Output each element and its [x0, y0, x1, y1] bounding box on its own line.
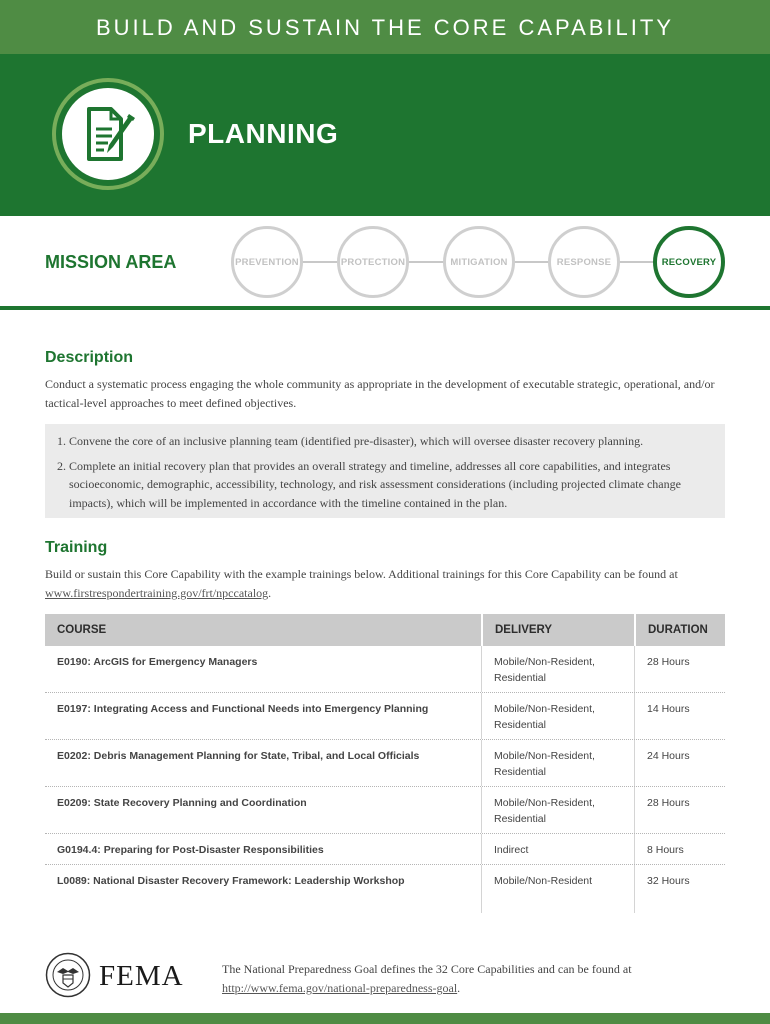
course-name: E0209: State Recovery Planning and Coordination: [57, 797, 307, 809]
training-intro: Build or sustain this Core Capability with the example trainings below. Additional trainings for this Core Capability can be found at: [45, 567, 678, 581]
phase-response: RESPONSE: [548, 226, 620, 298]
phase-protection: PROTECTION: [337, 226, 409, 298]
column-header-delivery: DELIVERY: [481, 614, 634, 646]
fema-logo: FEMA: [99, 960, 184, 992]
course-duration: 32 Hours: [634, 865, 725, 913]
page-title: PLANNING: [188, 118, 339, 149]
npg-link[interactable]: http://www.fema.gov/national-preparedness-goal: [222, 981, 458, 995]
column-header-duration: DURATION: [634, 614, 725, 646]
table-row: [45, 646, 725, 693]
hero-banner: [0, 54, 770, 216]
table-row: [45, 834, 725, 865]
course-delivery: Mobile/Non-Resident, Residential: [481, 693, 634, 739]
course-duration: 24 Hours: [634, 740, 725, 786]
course-name: L0089: National Disaster Recovery Framework: Leadership Workshop: [57, 875, 405, 887]
course-delivery: Mobile/Non-Resident: [481, 865, 634, 913]
phase-prevention: PREVENTION: [231, 226, 303, 298]
top-banner: BUILD AND SUSTAIN THE CORE CAPABILITY: [0, 0, 770, 54]
training-link-suffix: .: [268, 586, 272, 600]
course-delivery: Mobile/Non-Resident, Residential: [481, 787, 634, 833]
step-text: Complete an initial recovery plan that provides an overall strategy and timeline, addresses all core capabilities, and integrates socioeconomic, demographic, accessibility, technology, and risk assessment considerations (including projected climate change impacts), which will be implemented in accordance with the timeline contained in the plan.: [69, 458, 681, 510]
training-text: [45, 565, 725, 603]
mission-area-label: MISSION AREA: [45, 252, 177, 272]
table-row: [45, 787, 725, 834]
phase-mitigation: MITIGATION: [443, 226, 515, 298]
course-delivery: Indirect: [481, 834, 634, 864]
training-heading: Training: [45, 539, 108, 556]
footer-text: [222, 960, 722, 998]
planning-document-pen-icon: [62, 88, 154, 180]
step-text: Convene the core of an inclusive planning team (identified pre-disaster), which will oversee disaster recovery planning.: [69, 434, 644, 448]
footer-note: The National Preparedness Goal defines the 32 Core Capabilities and can be found at: [222, 962, 632, 976]
training-table: [45, 614, 725, 913]
column-header-course: COURSE: [57, 624, 107, 636]
step-number: 2.: [57, 458, 66, 473]
course-duration: 28 Hours: [634, 787, 725, 833]
mission-divider: [0, 306, 770, 310]
course-duration: 28 Hours: [634, 646, 725, 692]
table-row: [45, 693, 725, 740]
phase-recovery-active: RECOVERY: [653, 226, 725, 298]
course-duration: 8 Hours: [634, 834, 725, 864]
step-item: [57, 432, 711, 451]
recovery-steps-box: [45, 424, 725, 518]
description-heading: Description: [45, 349, 134, 366]
footer: [0, 940, 770, 1024]
dhs-seal-icon: [45, 952, 91, 998]
table-row: [45, 740, 725, 787]
course-name: E0190: ArcGIS for Emergency Managers: [57, 656, 258, 668]
course-delivery: Mobile/Non-Resident, Residential: [481, 646, 634, 692]
step-item: [57, 457, 711, 513]
training-catalog-link[interactable]: www.firstrespondertraining.gov/frt/npccatalog: [45, 586, 269, 600]
table-row: [45, 865, 725, 913]
course-name: E0197: Integrating Access and Functional Needs into Emergency Planning: [57, 703, 429, 715]
course-delivery: Mobile/Non-Resident, Residential: [481, 740, 634, 786]
footer-link-suffix: .: [457, 981, 461, 995]
mission-area: [0, 216, 770, 310]
description-text: Conduct a systematic process engaging the whole community as appropriate in the development of executable strategic, operational, and/or tactical-level approaches to meet defined objectives.: [45, 377, 715, 410]
table-header-row: [45, 614, 725, 646]
course-duration: 14 Hours: [634, 693, 725, 739]
course-name: E0202: Debris Management Planning for State, Tribal, and Local Officials: [57, 750, 420, 762]
step-number: 1.: [57, 434, 66, 448]
course-name: G0194.4: Preparing for Post-Disaster Responsibilities: [57, 844, 324, 856]
hero-icon-ring: [52, 78, 164, 190]
bottom-band: [0, 1013, 770, 1024]
